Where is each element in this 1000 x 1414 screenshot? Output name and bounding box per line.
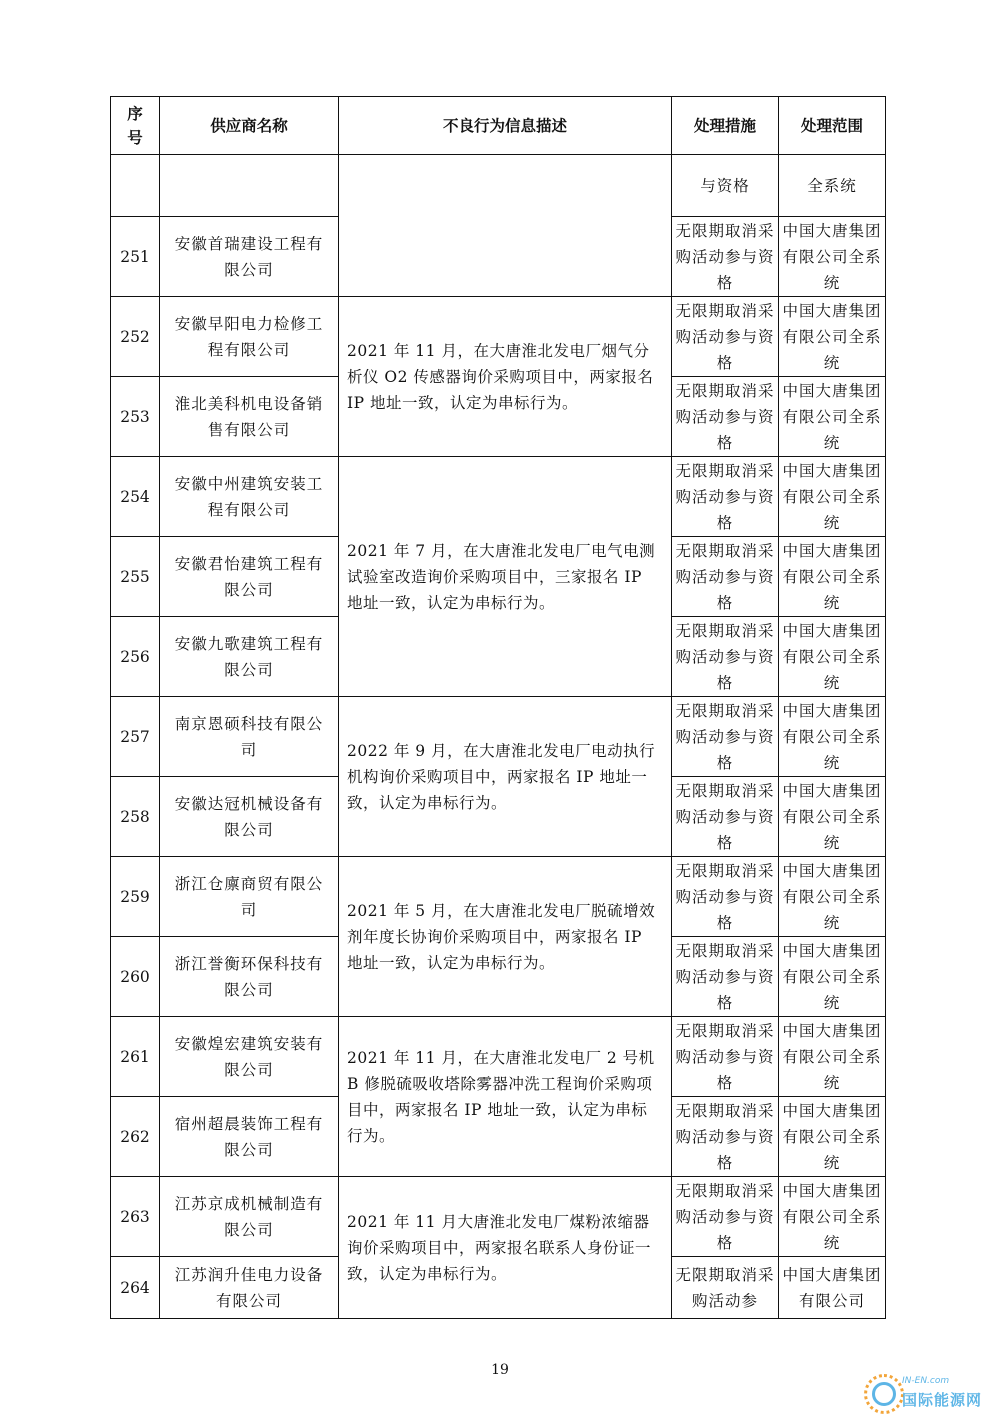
row-number: 255 xyxy=(111,537,160,617)
supplier-name: 安徽中州建筑安装工程有限公司 xyxy=(160,457,339,537)
header-supplier: 供应商名称 xyxy=(160,97,339,155)
scope: 全系统 xyxy=(779,155,886,217)
measure: 无限期取消采购活动参与资格 xyxy=(672,1097,779,1177)
row-number: 263 xyxy=(111,1177,160,1257)
row-number: 261 xyxy=(111,1017,160,1097)
supplier-name: 浙江仓廪商贸有限公司 xyxy=(160,857,339,937)
measure: 无限期取消采购活动参与资格 xyxy=(672,617,779,697)
supplier-name: 安徽九歌建筑工程有限公司 xyxy=(160,617,339,697)
scope: 中国大唐集团有限公司全系统 xyxy=(779,217,886,297)
table-header-row xyxy=(111,97,886,155)
measure: 无限期取消采购活动参 xyxy=(672,1257,779,1319)
penalty-table xyxy=(110,96,886,1319)
scope: 中国大唐集团有限公司全系统 xyxy=(779,617,886,697)
row-number: 253 xyxy=(111,377,160,457)
row-number: 258 xyxy=(111,777,160,857)
scope: 中国大唐集团有限公司全系统 xyxy=(779,697,886,777)
violation-description: 2022 年 9 月，在大唐淮北发电厂电动执行机构询价采购项目中，两家报名 IP 地址一致，认定为串标行为。 xyxy=(339,697,672,857)
measure: 无限期取消采购活动参与资格 xyxy=(672,1017,779,1097)
table-row xyxy=(111,1177,886,1257)
scope: 中国大唐集团有限公司全系统 xyxy=(779,297,886,377)
scope: 中国大唐集团有限公司全系统 xyxy=(779,537,886,617)
table-row xyxy=(111,1017,886,1097)
watermark-logo xyxy=(858,1372,1000,1414)
scope: 中国大唐集团有限公司全系统 xyxy=(779,937,886,1017)
table-row xyxy=(111,457,886,537)
row-number: 251 xyxy=(111,217,160,297)
header-measure: 处理措施 xyxy=(672,97,779,155)
measure: 无限期取消采购活动参与资格 xyxy=(672,217,779,297)
violation-description: 2021 年 5 月，在大唐淮北发电厂脱硫增效剂年度长协询价采购项目中，两家报名 IP 地址一致，认定为串标行为。 xyxy=(339,857,672,1017)
table-row xyxy=(111,697,886,777)
header-scope: 处理范围 xyxy=(779,97,886,155)
supplier-name: 安徽煌宏建筑安装有限公司 xyxy=(160,1017,339,1097)
scope: 中国大唐集团有限公司全系统 xyxy=(779,457,886,537)
measure: 无限期取消采购活动参与资格 xyxy=(672,697,779,777)
row-number: 254 xyxy=(111,457,160,537)
violation-description: 2021 年 7 月，在大唐淮北发电厂电气电测试验室改造询价采购项目中，三家报名 IP 地址一致，认定为串标行为。 xyxy=(339,457,672,697)
violation-description: 2021 年 11 月大唐淮北发电厂煤粉浓缩器询价采购项目中，两家报名联系人身份证一致，认定为串标行为。 xyxy=(339,1177,672,1319)
row-number: 264 xyxy=(111,1257,160,1319)
logo-en-text: IN-EN.com xyxy=(902,1376,950,1386)
supplier-name: 安徽达冠机械设备有限公司 xyxy=(160,777,339,857)
supplier-name: 江苏京成机械制造有限公司 xyxy=(160,1177,339,1257)
supplier-name: 宿州超晨装饰工程有限公司 xyxy=(160,1097,339,1177)
supplier-name: 安徽君怡建筑工程有限公司 xyxy=(160,537,339,617)
table-row xyxy=(111,155,886,217)
measure: 无限期取消采购活动参与资格 xyxy=(672,377,779,457)
header-seq: 序 号 xyxy=(111,97,160,155)
scope: 中国大唐集团有限公司 xyxy=(779,1257,886,1319)
measure: 无限期取消采购活动参与资格 xyxy=(672,937,779,1017)
violation-description: 2021 年 11 月，在大唐淮北发电厂 2 号机 B 修脱硫吸收塔除雾器冲洗工程询价采购项目中，两家报名 IP 地址一致，认定为串标行为。 xyxy=(339,1017,672,1177)
measure: 无限期取消采购活动参与资格 xyxy=(672,297,779,377)
measure: 与资格 xyxy=(672,155,779,217)
row-number: 262 xyxy=(111,1097,160,1177)
row-number: 257 xyxy=(111,697,160,777)
row-number: 260 xyxy=(111,937,160,1017)
scope: 中国大唐集团有限公司全系统 xyxy=(779,1097,886,1177)
measure: 无限期取消采购活动参与资格 xyxy=(672,1177,779,1257)
supplier-name: 浙江誉衡环保科技有限公司 xyxy=(160,937,339,1017)
measure: 无限期取消采购活动参与资格 xyxy=(672,777,779,857)
violation-description xyxy=(339,155,672,297)
header-description: 不良行为信息描述 xyxy=(339,97,672,155)
row-number: 256 xyxy=(111,617,160,697)
row-number xyxy=(111,155,160,217)
supplier-name: 南京恩硕科技有限公司 xyxy=(160,697,339,777)
supplier-name: 江苏润升佳电力设备有限公司 xyxy=(160,1257,339,1319)
supplier-name: 淮北美科机电设备销售有限公司 xyxy=(160,377,339,457)
row-number: 252 xyxy=(111,297,160,377)
e-ring-icon xyxy=(872,1382,896,1406)
scope: 中国大唐集团有限公司全系统 xyxy=(779,777,886,857)
measure: 无限期取消采购活动参与资格 xyxy=(672,457,779,537)
page-number: 19 xyxy=(491,1362,509,1378)
table-row xyxy=(111,297,886,377)
supplier-name: 安徽首瑞建设工程有限公司 xyxy=(160,217,339,297)
scope: 中国大唐集团有限公司全系统 xyxy=(779,857,886,937)
logo-cn-text: 国际能源网 xyxy=(902,1391,983,1409)
measure: 无限期取消采购活动参与资格 xyxy=(672,857,779,937)
scope: 中国大唐集团有限公司全系统 xyxy=(779,377,886,457)
scope: 中国大唐集团有限公司全系统 xyxy=(779,1177,886,1257)
supplier-name: 安徽早阳电力检修工程有限公司 xyxy=(160,297,339,377)
supplier-name xyxy=(160,155,339,217)
table-row xyxy=(111,857,886,937)
scope: 中国大唐集团有限公司全系统 xyxy=(779,1017,886,1097)
measure: 无限期取消采购活动参与资格 xyxy=(672,537,779,617)
violation-description: 2021 年 11 月，在大唐淮北发电厂烟气分析仪 O2 传感器询价采购项目中，两家报名 IP 地址一致，认定为串标行为。 xyxy=(339,297,672,457)
row-number: 259 xyxy=(111,857,160,937)
